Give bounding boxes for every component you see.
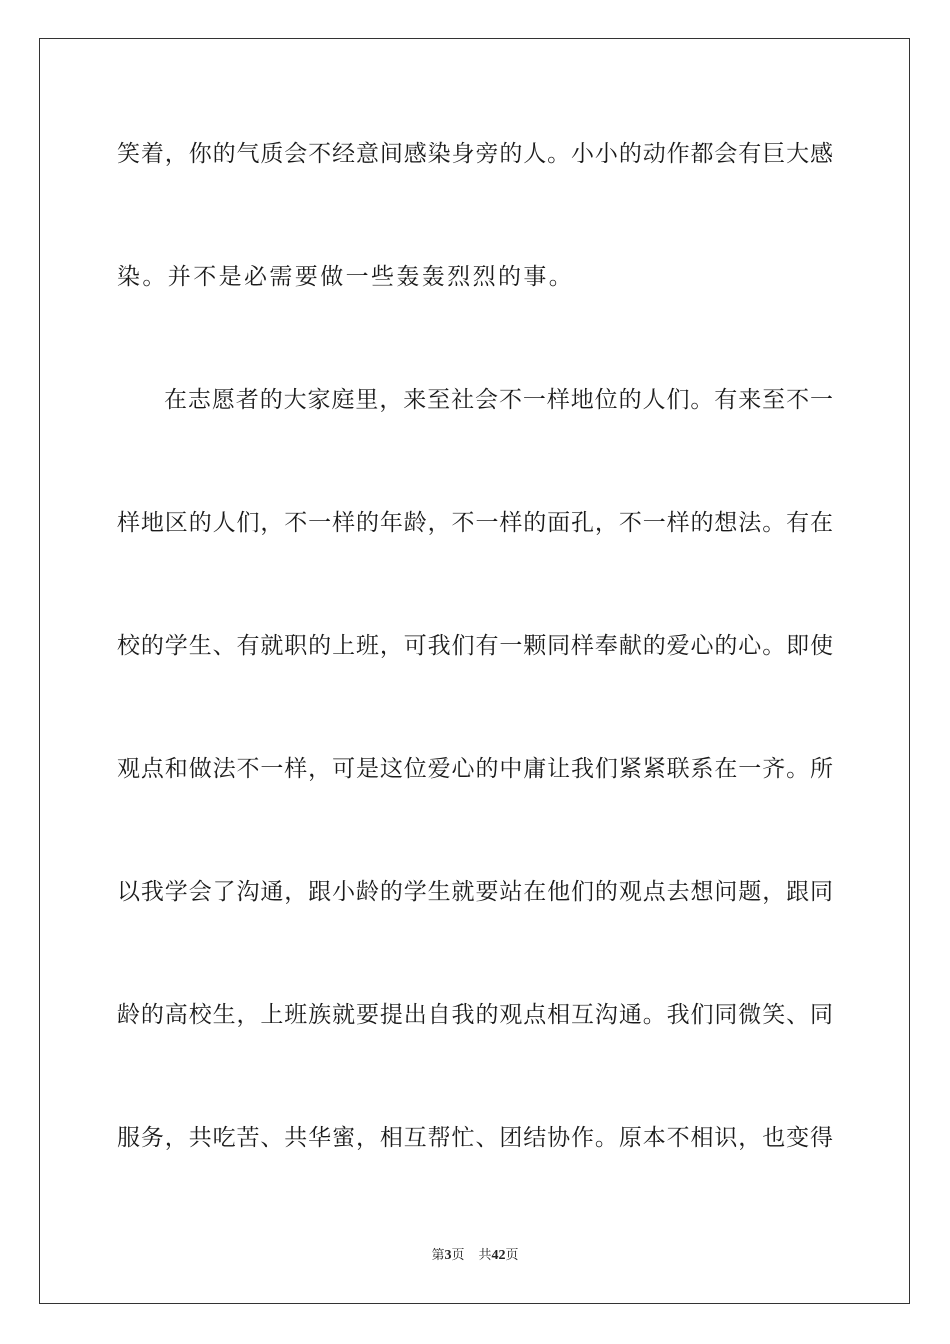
body-line-6: 观点和做法不一样，可是这位爱心的中庸让我们紧紧联系在一齐。所	[117, 756, 833, 782]
body-line-2: 染。并不是必需要做一些轰轰烈烈的事。	[117, 264, 575, 290]
body-line-9: 服务，共吃苦、共华蜜，相互帮忙、团结协作。原本不相识，也变得	[117, 1125, 833, 1151]
page-border	[39, 38, 910, 1304]
page-prefix: 第	[431, 1248, 445, 1263]
body-line-5: 校的学生、有就职的上班，可我们有一颗同样奉献的爱心的心。即使	[117, 633, 833, 659]
body-line-8: 龄的高校生，上班族就要提出自我的观点相互沟通。我们同微笑、同	[117, 1002, 833, 1028]
body-line-4: 样地区的人们，不一样的年龄，不一样的面孔，不一样的想法。有在	[117, 510, 833, 536]
total-suffix: 页	[505, 1248, 519, 1263]
page-number: 3	[444, 1248, 452, 1263]
total-prefix: 共	[478, 1248, 492, 1263]
body-line-7: 以我学会了沟通，跟小龄的学生就要站在他们的观点去想问题，跟同	[117, 879, 833, 905]
body-line-3: 在志愿者的大家庭里，来至社会不一样地位的人们。有来至不一	[164, 387, 833, 413]
total-pages: 42	[491, 1248, 506, 1263]
page-footer	[0, 1246, 950, 1266]
page-suffix: 页	[451, 1248, 465, 1263]
body-line-1: 笑着，你的气质会不经意间感染身旁的人。小小的动作都会有巨大感	[117, 141, 833, 167]
